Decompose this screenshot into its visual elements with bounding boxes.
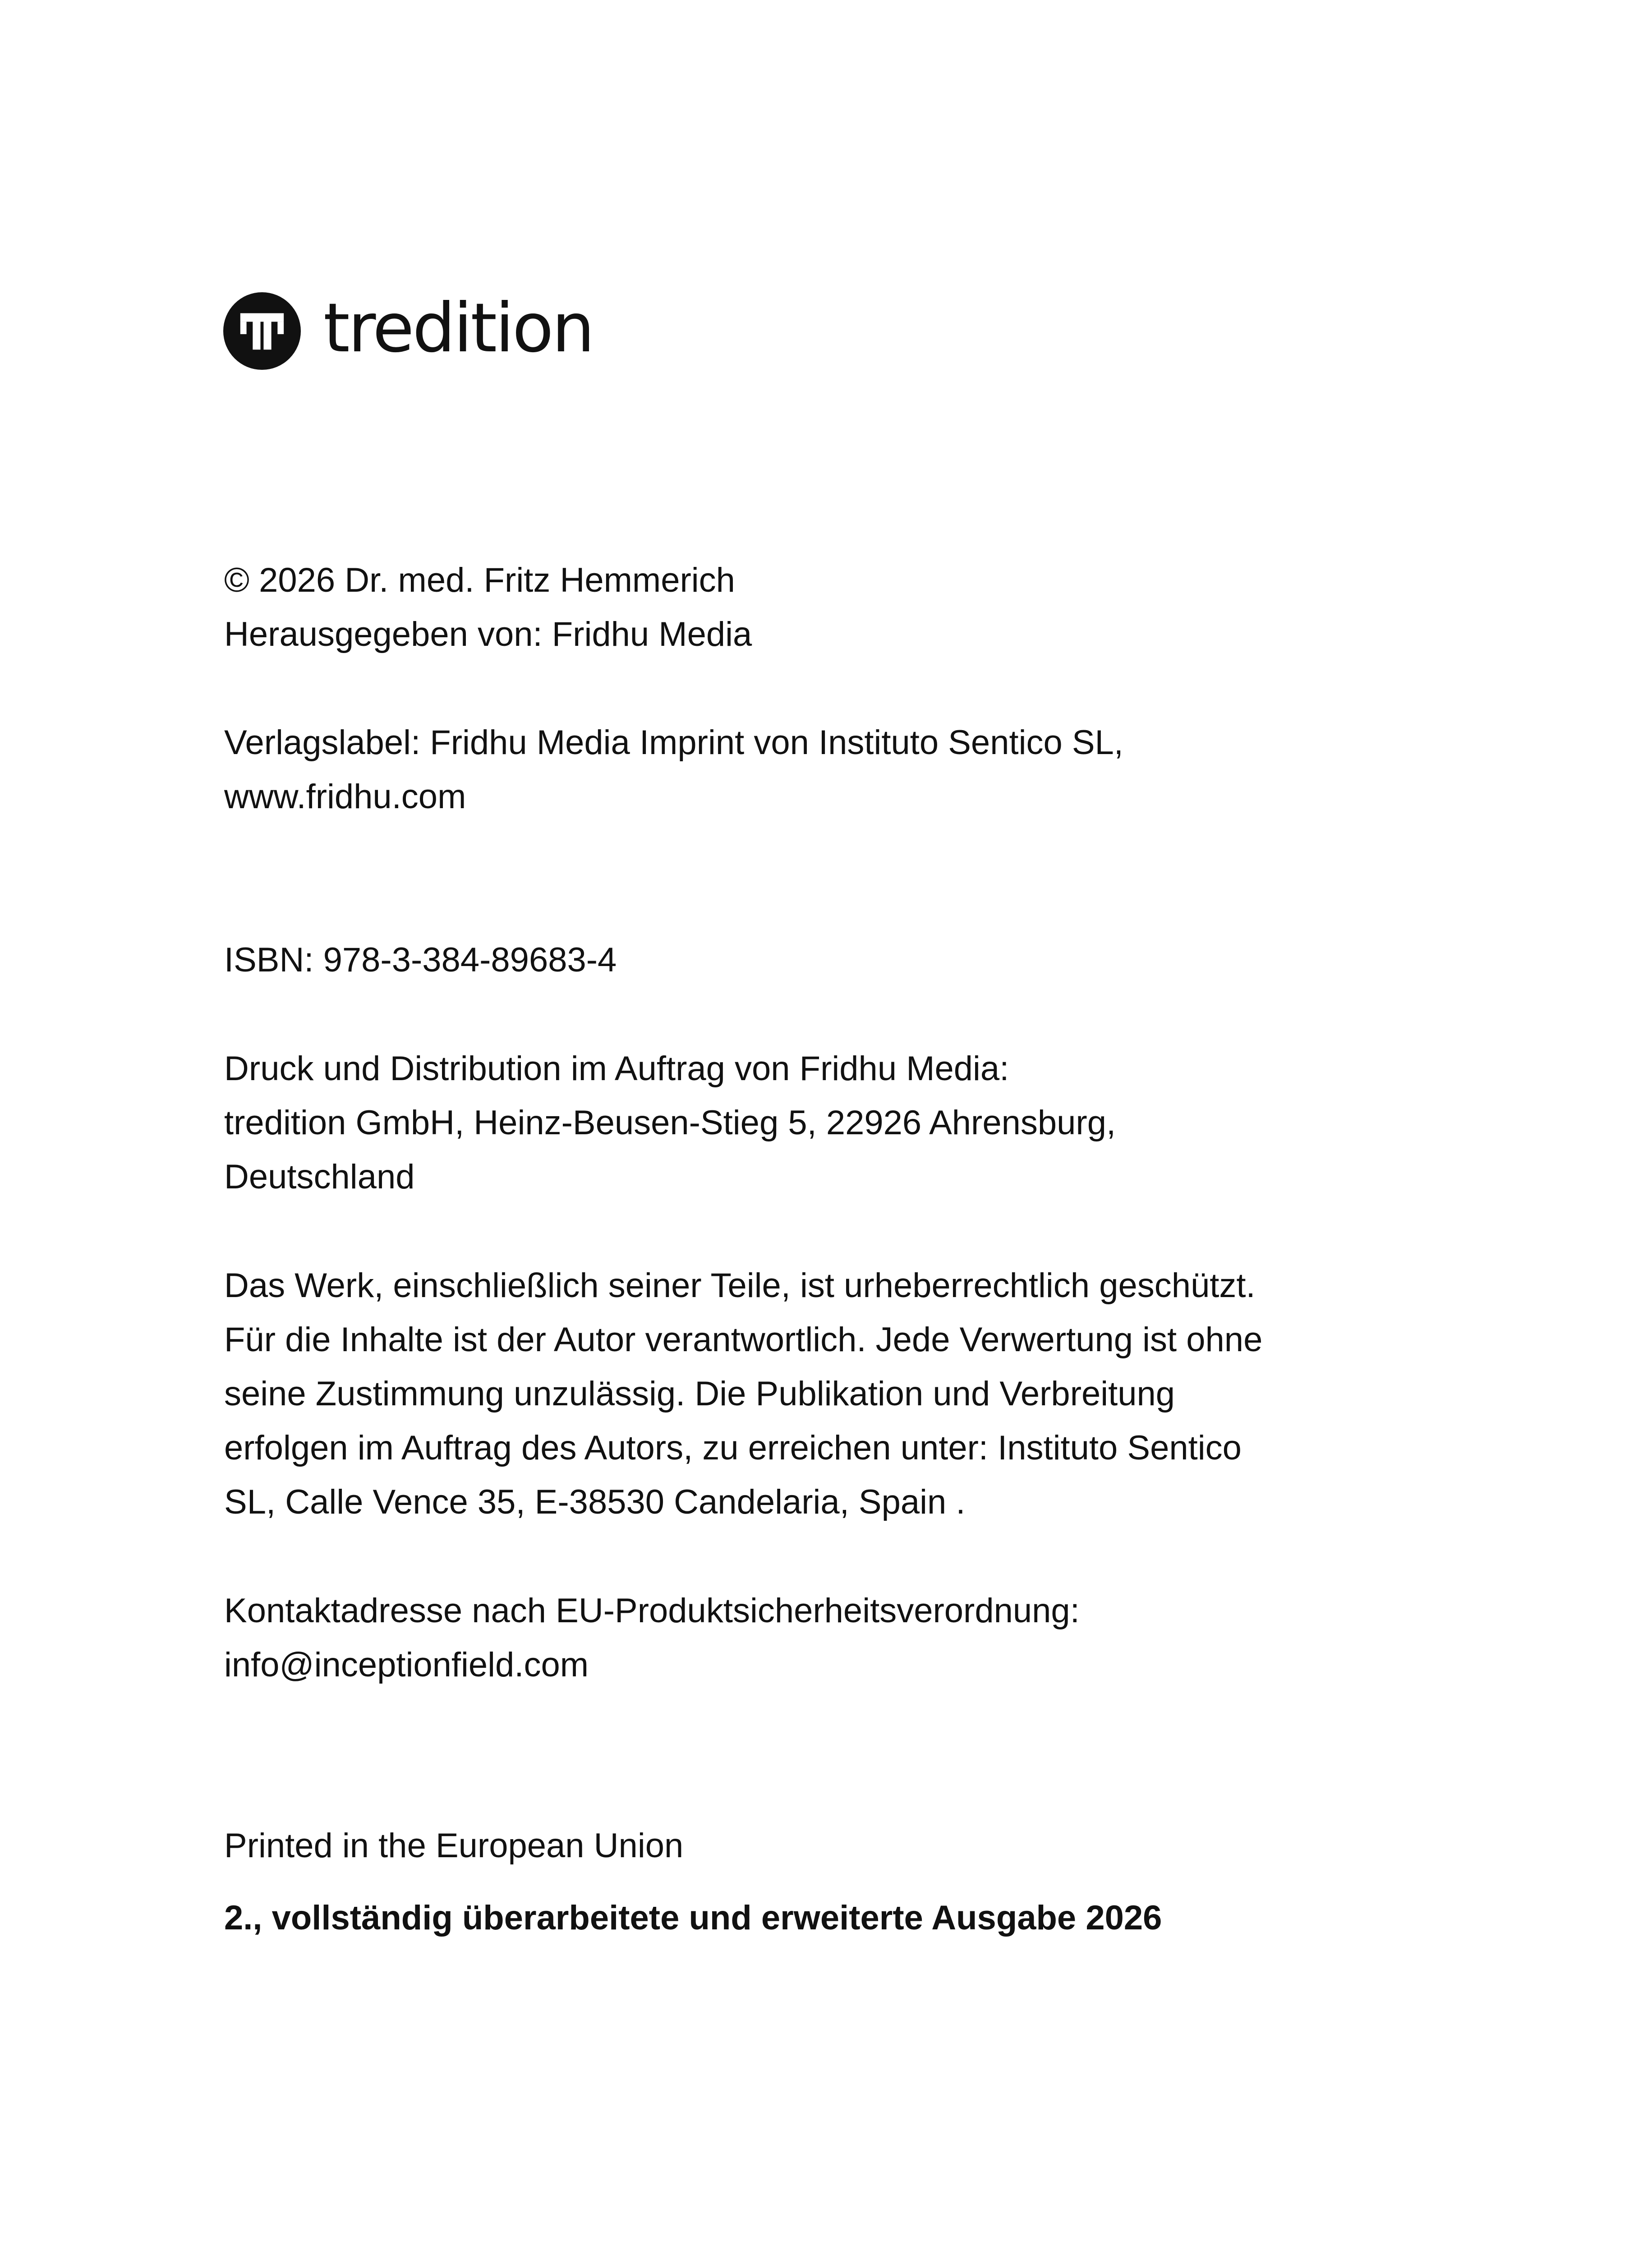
- contact-block: [224, 1584, 1080, 1692]
- isbn-block: [224, 933, 617, 987]
- publisher-line: Herausgegeben von: Fridhu Media: [224, 615, 752, 653]
- rights-block: [224, 1259, 1262, 1529]
- printing-line-3: Deutschland: [224, 1158, 415, 1196]
- isbn-line: ISBN: 978-3-384-89683-4: [224, 941, 617, 979]
- printed-block: [224, 1819, 683, 1873]
- copyright-block: [224, 553, 752, 662]
- edition-block: [224, 1891, 1162, 1945]
- printing-line-1: Druck und Distribution im Auftrag von Fridhu Media:: [224, 1049, 1009, 1088]
- rights-line-2: Für die Inhalte ist der Autor verantwortlich. Jede Verwertung ist ohne: [224, 1321, 1263, 1359]
- rights-line-3: seine Zustimmung unzulässig. Die Publikation und Verbreitung: [224, 1375, 1175, 1413]
- contact-line: Kontaktadresse nach EU-Produktsicherheitsverordnung:: [224, 1592, 1080, 1630]
- imprint-block: [224, 716, 1123, 824]
- publisher-logo: [223, 289, 593, 370]
- copyright-line: © 2026 Dr. med. Fritz Hemmerich: [224, 561, 735, 599]
- edition-line: 2., vollständig überarbeitete und erweiterte Ausgabe 2026: [224, 1899, 1162, 1937]
- tredition-logo-icon: [223, 292, 301, 370]
- logo-wordmark: tredition: [323, 289, 593, 368]
- printing-block: [224, 1042, 1116, 1204]
- printing-line-2: tredition GmbH, Heinz-Beusen-Stieg 5, 22926 Ahrensburg,: [224, 1104, 1116, 1142]
- imprint-website-line: www.fridhu.com: [224, 778, 466, 816]
- contact-email: info@inceptionfield.com: [224, 1646, 589, 1684]
- rights-line-4: erfolgen im Auftrag des Autors, zu erreichen unter: Instituto Sentico: [224, 1429, 1242, 1467]
- printed-in-line: Printed in the European Union: [224, 1827, 684, 1865]
- imprint-label-line: Verlagslabel: Fridhu Media Imprint von Instituto Sentico SL,: [224, 723, 1123, 762]
- rights-line-5: SL, Calle Vence 35, E-38530 Candelaria, Spain .: [224, 1483, 966, 1521]
- rights-line-1: Das Werk, einschließlich seiner Teile, ist urheberrechtlich geschützt.: [224, 1266, 1256, 1305]
